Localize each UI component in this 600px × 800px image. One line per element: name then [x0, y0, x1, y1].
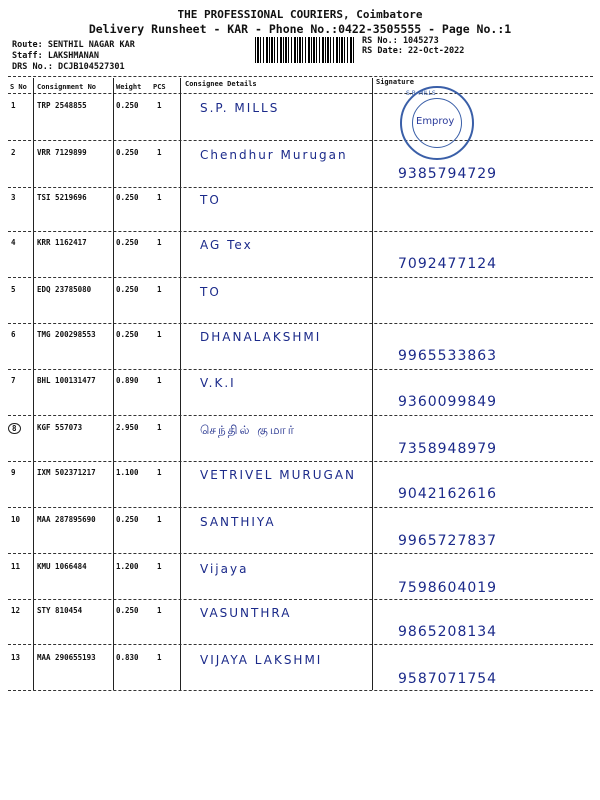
row-divider: [8, 369, 593, 370]
row-consignment-no: STY 810454: [37, 606, 83, 615]
row-pcs: 1: [157, 330, 162, 339]
row-consignment-no: MAA 287895690: [37, 515, 96, 524]
table-top-rule: [8, 76, 593, 77]
col-header-pcs: PCS: [153, 83, 166, 91]
rs-number: RS No.: 1045273: [362, 36, 439, 46]
row-weight: 1.200: [116, 562, 139, 571]
row-sno: 12: [11, 606, 21, 615]
row-signature: 9865208134: [398, 624, 498, 640]
row-weight: 0.250: [116, 515, 139, 524]
row-divider: [8, 461, 593, 462]
row-sno: 11: [11, 562, 21, 571]
col-header-consignment: Consignment No: [37, 83, 97, 91]
row-sno: 2: [11, 148, 16, 157]
route-label: Route: SENTHIL NAGAR KAR: [12, 40, 135, 50]
row-pcs: 1: [157, 238, 162, 247]
row-signature: 9042162616: [398, 486, 498, 502]
runsheet-subtitle: Delivery Runsheet - KAR - Phone No.:0422-3505555 - Page No.:1: [88, 22, 512, 36]
row-consignment-no: KGF 557073: [37, 423, 83, 432]
row-divider: [8, 140, 593, 141]
row-divider: [8, 415, 593, 416]
row-sno: 5: [11, 285, 16, 294]
row-consignment-no: EDQ 23785080: [37, 285, 92, 294]
row-consignee: TO: [200, 285, 221, 299]
col-header-consignee: Consignee Details: [185, 80, 257, 88]
row-pcs: 1: [157, 193, 162, 202]
row-consignee: Chendhur Murugan: [200, 148, 348, 162]
stamp-text: Emproy: [416, 116, 455, 127]
row-signature: 9587071754: [398, 671, 498, 687]
row-divider: [8, 323, 593, 324]
company-stamp: [400, 86, 474, 160]
row-weight: 0.250: [116, 330, 139, 339]
row-pcs: 1: [157, 606, 162, 615]
row-weight: 0.250: [116, 285, 139, 294]
row-consignee: TO: [200, 193, 221, 207]
row-consignment-no: BHL 100131477: [37, 376, 96, 385]
row-weight: 1.100: [116, 468, 139, 477]
barcode: [255, 37, 355, 63]
row-sno: 6: [11, 330, 16, 339]
row-consignment-no: KRR 1162417: [37, 238, 87, 247]
row-consignee: VETRIVEL MURUGAN: [200, 468, 357, 482]
row-pcs: 1: [157, 562, 162, 571]
row-sno: 7: [11, 376, 16, 385]
row-divider: [8, 644, 593, 645]
row-weight: 0.250: [116, 101, 139, 110]
row-sno: 1: [11, 101, 16, 110]
row-weight: 0.250: [116, 148, 139, 157]
row-sno: 10: [11, 515, 21, 524]
row-signature: 9965533863: [398, 348, 498, 364]
row-consignee: VASUNTHRA: [200, 606, 292, 620]
row-sno: 13: [11, 653, 21, 662]
row-pcs: 1: [157, 423, 162, 432]
row-consignee: V.K.I: [200, 376, 236, 390]
drs-label: DRS No.: DCJB104527301: [12, 62, 125, 72]
row-signature: 9360099849: [398, 394, 498, 410]
row-signature: 7598604019: [398, 580, 498, 596]
rs-date: RS Date: 22-Oct-2022: [362, 46, 465, 56]
row-consignee: S.P. MILLS: [200, 101, 280, 115]
row-weight: 0.250: [116, 193, 139, 202]
row-sno: 3: [11, 193, 16, 202]
row-consignee: DHANALAKSHMI: [200, 330, 322, 344]
col-header-signature: Signature: [376, 78, 414, 86]
row-consignee: VIJAYA LAKSHMI: [200, 653, 323, 667]
row-weight: 2.950: [116, 423, 139, 432]
stamp-ring-text: S.P. MILLS: [406, 90, 436, 97]
row-consignment-no: TSI 5219696: [37, 193, 87, 202]
row-signature: 9385794729: [398, 166, 498, 182]
row-divider: [8, 231, 593, 232]
row-pcs: 1: [157, 285, 162, 294]
row-weight: 0.250: [116, 606, 139, 615]
row-divider: [8, 553, 593, 554]
row-pcs: 1: [157, 468, 162, 477]
col-header-sno: S No: [10, 83, 27, 91]
row-pcs: 1: [157, 653, 162, 662]
row-pcs: 1: [157, 148, 162, 157]
row-consignment-no: IXM 502371217: [37, 468, 96, 477]
col-header-weight: Weight: [116, 83, 142, 91]
staff-label: Staff: LAKSHMANAN: [12, 51, 99, 61]
row-sno: 9: [11, 468, 16, 477]
row-sno: 4: [11, 238, 16, 247]
row-consignment-no: TRP 2548855: [37, 101, 87, 110]
row-consignment-no: MAA 290655193: [37, 653, 96, 662]
company-title: THE PROFESSIONAL COURIERS, Coimbatore: [177, 8, 423, 21]
row-consignee: AG Tex: [200, 238, 253, 252]
row-divider: [8, 277, 593, 278]
row-weight: 0.250: [116, 238, 139, 247]
table-header-rule: [8, 93, 593, 94]
row-signature: 7092477124: [398, 256, 498, 272]
row-consignment-no: TMG 200298553: [37, 330, 96, 339]
row-pcs: 1: [157, 101, 162, 110]
row-divider: [8, 599, 593, 600]
row-weight: 0.890: [116, 376, 139, 385]
row-divider: [8, 187, 593, 188]
row-consignee: Vijaya: [200, 562, 249, 576]
row-consignment-no: VRR 7129899: [37, 148, 87, 157]
row-pcs: 1: [157, 515, 162, 524]
row-consignee: செந்தில் குமார்: [200, 423, 297, 437]
row-signature: 7358948979: [398, 441, 498, 457]
row-divider: [8, 690, 593, 691]
row-divider: [8, 507, 593, 508]
row-signature: 9965727837: [398, 533, 498, 549]
row-weight: 0.830: [116, 653, 139, 662]
row-pcs: 1: [157, 376, 162, 385]
row-consignee: SANTHIYA: [200, 515, 276, 529]
row-sno: 8: [8, 423, 21, 434]
row-consignment-no: KMU 1066484: [37, 562, 87, 571]
